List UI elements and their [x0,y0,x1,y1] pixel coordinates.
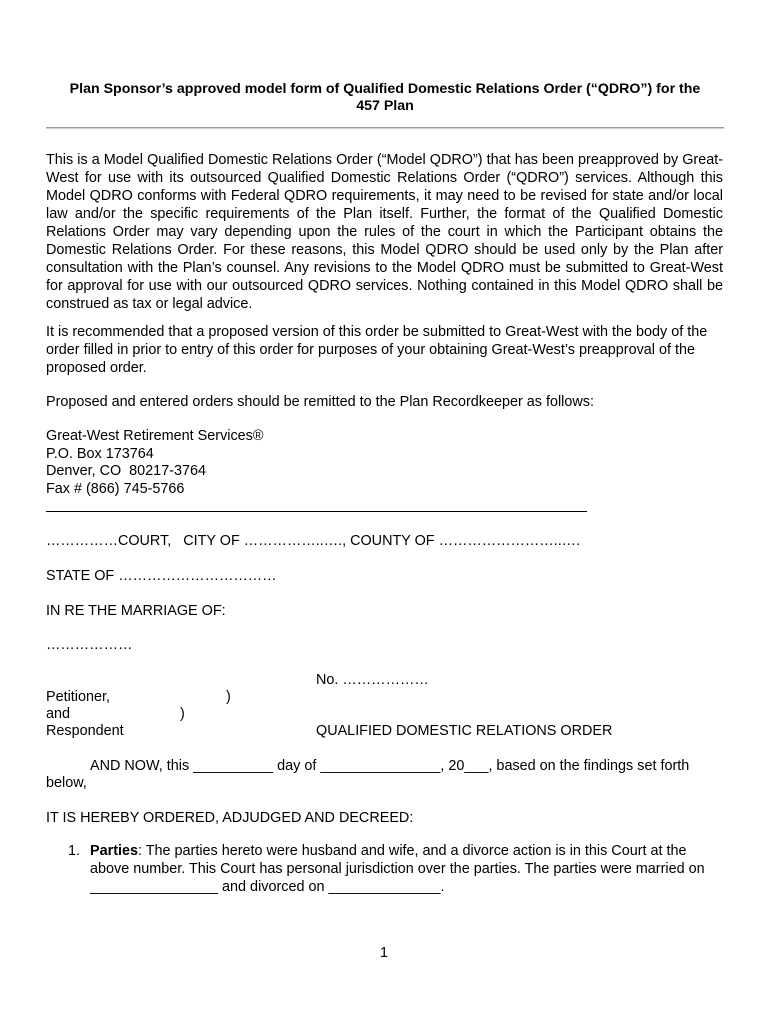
party-name-blank: ……………… [46,637,133,653]
address-city: Denver, CO 80217-3764 [46,463,206,479]
order-title: QUALIFIED DOMESTIC RELATIONS ORDER [316,723,613,739]
and-now-line-1: AND NOW, this __________ day of _______________, 20___, based on the findings set forth [90,758,690,774]
item-body [90,842,723,896]
and-label: and [46,706,71,722]
title-divider [46,127,724,129]
and-now-line-2: below, [46,775,87,791]
caption-paren-2: ) [180,706,185,722]
section-divider [46,511,587,512]
address-po-box: P.O. Box 173764 [46,446,154,462]
page-number: 1 [379,945,388,961]
title-line-1: Plan Sponsor’s approved model form of Qualified Domestic Relations Order (“QDRO”) for the [69,81,701,97]
document-title [46,81,724,115]
ordered-heading: IT IS HEREBY ORDERED, ADJUDGED AND DECREED: [46,810,414,826]
item-text: : The parties hereto were husband and wife, and a divorce action is in this Court at the above number. This Court has personal jurisdiction over the parties. The parties were married on ________________ and divorced on ______________. [90,843,705,895]
petitioner-label: Petitioner, [46,689,110,705]
case-number: No. ……………… [316,672,429,688]
address-fax: Fax # (866) 745-5766 [46,481,185,497]
intro-paragraph-1: This is a Model Qualified Domestic Relations Order (“Model QDRO”) that has been preapproved by Great-West for use with its outsourced Qualified Domestic Relations Order (“QDRO”) services. Although this Model QDRO conforms with Federal QDRO requirements, it may need to be revised for state and/or local law and/or the specific requirements of the Plan itself. Further, the format of the Qualified Domestic Relations Order may vary depending upon the rules of the court in which the Participant obtains the Domestic Relations Order. For these reasons, this Model QDRO should be used only by the Plan after consultation with the Plan’s counsel. Any revisions to the Model QDRO must be submitted to Great-West for approval for use with our outsourced QDRO services. Nothing contained in this Model QDRO shall be construed as tax or legal advice. [46,152,723,312]
caption-paren-1: ) [226,689,231,705]
marriage-line: IN RE THE MARRIAGE OF: [46,603,226,619]
court-line: ……………COURT, CITY OF ……………..…., COUNTY OF ……………………..…. [46,533,581,549]
state-line: STATE OF …………………………… [46,568,277,584]
title-line-2: 457 Plan [356,98,414,114]
intro-paragraph-3: Proposed and entered orders should be remitted to the Plan Recordkeeper as follows: [46,394,594,410]
address-name: Great-West Retirement Services® [46,428,264,444]
respondent-label: Respondent [46,723,124,739]
item-heading: Parties [90,843,138,859]
intro-paragraph-2: It is recommended that a proposed version of this order be submitted to Great-West with the body of the order filled in prior to entry of this order for purposes of your obtaining Great-West’s preapproval of the proposed order. [46,324,708,376]
item-number: 1. [68,843,81,859]
